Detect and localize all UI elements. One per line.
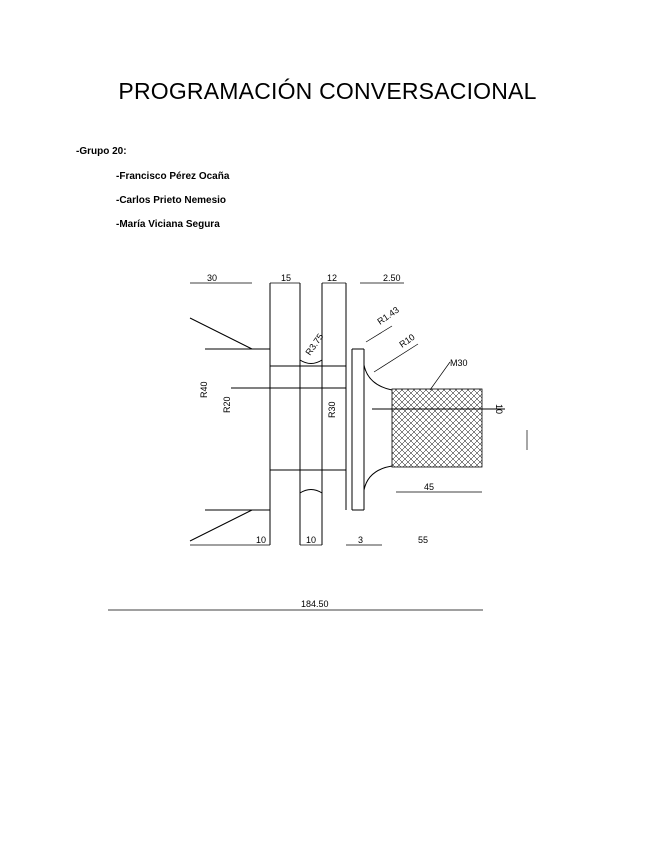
dim-bottom-10b: 10 <box>306 535 317 545</box>
dim-45: 45 <box>424 482 435 492</box>
dim-55: 55 <box>418 535 429 545</box>
dim-r40: R40 <box>199 381 209 398</box>
dim-r30: R30 <box>327 401 337 418</box>
dim-bottom-3: 3 <box>358 535 364 545</box>
member-1: -Francisco Pérez Ocaña <box>116 171 230 182</box>
dim-r20: R20 <box>222 396 232 413</box>
dim-r3-75: R3.75 <box>303 331 326 358</box>
dim-right-10: 10 <box>494 404 504 415</box>
group-label: -Grupo 20: <box>76 146 127 157</box>
member-2: -Carlos Prieto Nemesio <box>116 195 227 206</box>
dim-12: 12 <box>327 273 338 283</box>
dim-r1-43: R1.43 <box>375 304 401 327</box>
dim-15: 15 <box>281 273 292 283</box>
dim-bottom-10a: 10 <box>256 535 267 545</box>
dim-r10: R10 <box>397 331 417 350</box>
page-title: PROGRAMACIÓN CONVERSACIONAL <box>118 78 537 104</box>
thread-section <box>392 389 482 467</box>
dim-m30: M30 <box>450 358 468 368</box>
dim-total-length: 184.50 <box>301 599 329 609</box>
dim-2-50: 2.50 <box>383 273 401 283</box>
dim-30: 30 <box>207 273 218 283</box>
member-3: -María Viciana Segura <box>116 219 220 230</box>
